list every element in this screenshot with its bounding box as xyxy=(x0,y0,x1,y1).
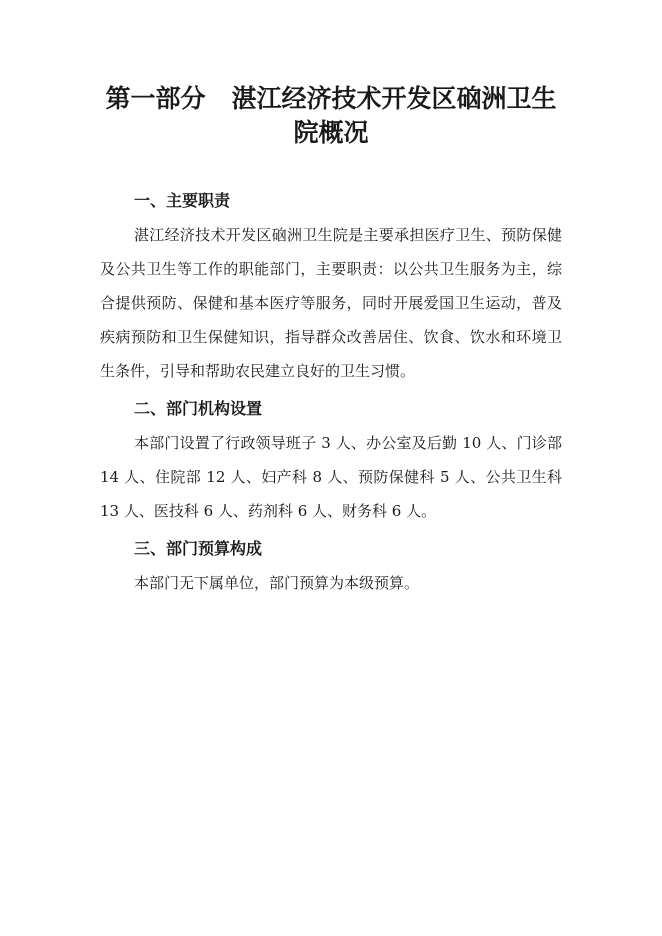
page-title-part-label: 第一部分 xyxy=(105,84,206,113)
section-heading-structure: 二、部门机构设置 xyxy=(134,399,263,418)
section-body-duties: 湛江经济技术开发区硇洲卫生院是主要承担医疗卫生、预防保健及公共卫生等工作的职能部门，主要职责：以公共卫生服务为主，综合提供预防、保健和基本医疗等服务，同时开展爱国卫生运动，普及疾病预防和卫生保健知识，指导群众改善居住、饮食、饮水和环境卫生条件，引导和帮助农民建立良好的卫生习惯。 xyxy=(100,226,562,380)
section-heading-budget: 三、部门预算构成 xyxy=(134,539,263,558)
page-title xyxy=(92,82,570,116)
page-title-continued: 院概况 xyxy=(293,118,369,147)
section-heading-duties: 一、主要职责 xyxy=(134,191,231,210)
page-title-main: 湛江经济技术开发区硇洲卫生 xyxy=(231,84,557,113)
section-body-structure: 本部门设置了行政领导班子 3 人、办公室及后勤 10 人、门诊部 14 人、住院部 12 人、妇产科 8 人、预防保健科 5 人、公共卫生科 13 人、医技科 6 人、药剂科 6 人、财务科 6 人。 xyxy=(100,434,562,520)
section-body-budget: 本部门无下属单位，部门预算为本级预算。 xyxy=(134,574,420,592)
